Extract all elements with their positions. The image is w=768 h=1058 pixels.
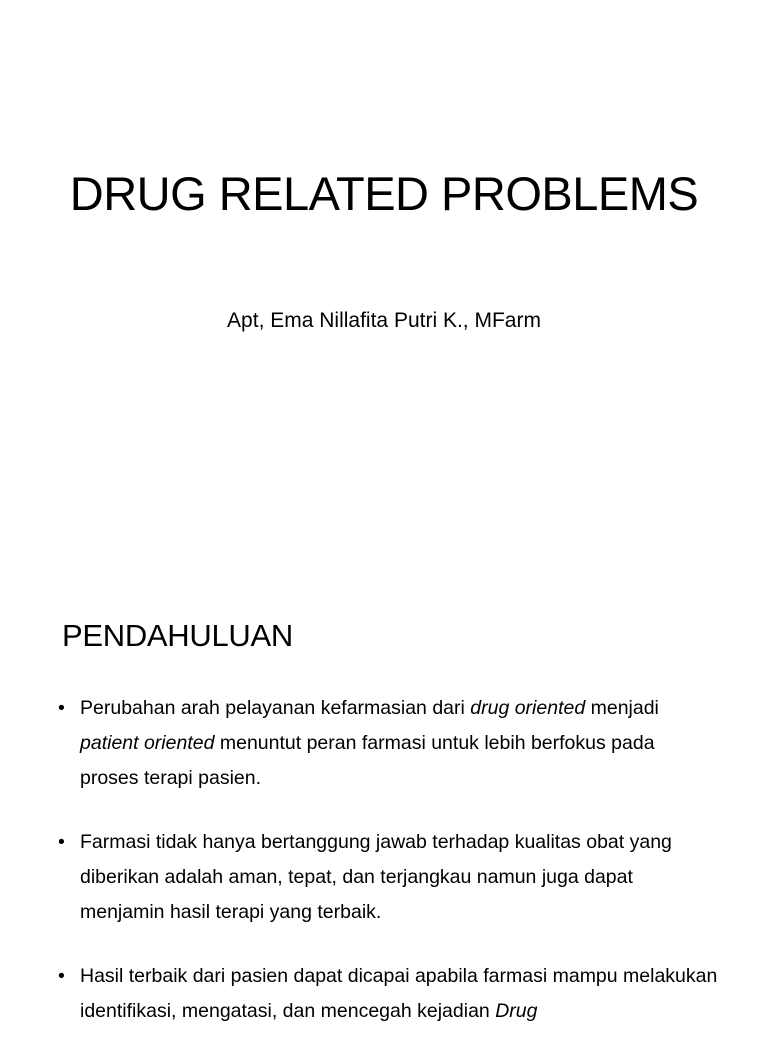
bullet-italic-text: drug oriented	[470, 697, 586, 719]
presentation-title: DRUG RELATED PROBLEMS	[69, 167, 699, 220]
bullet-icon: •	[58, 965, 65, 987]
bullet-italic-text: patient oriented	[80, 732, 215, 754]
bullet-italic-text: Drug	[495, 1000, 538, 1022]
bullet-text: menjadi	[585, 697, 659, 719]
bullet-item-2	[58, 825, 718, 930]
bullet-text: menuntut peran farmasi untuk lebih berfokus pada proses terapi pasien.	[80, 732, 655, 789]
bullet-list	[58, 691, 718, 1058]
bullet-icon: •	[58, 831, 65, 853]
section-heading: PENDAHULUAN	[62, 618, 293, 653]
bullet-text: Perubahan arah pelayanan kefarmasian dari	[80, 697, 471, 719]
bullet-icon: •	[58, 697, 65, 719]
bullet-text: Hasil terbaik dari pasien dapat dicapai apabila farmasi mampu melakukan identifikasi, mengatasi, dan mencegah kejadian	[80, 965, 718, 1022]
content-slide	[0, 576, 768, 1024]
bullet-item-3	[58, 959, 718, 1029]
bullet-item-1	[58, 691, 718, 796]
author-subtitle: Apt, Ema Nillafita Putri K., MFarm	[227, 309, 541, 332]
bullet-text: Farmasi tidak hanya bertanggung jawab terhadap kualitas obat yang diberikan adalah aman, tepat, dan terjangkau namun juga dapat menjamin hasil terapi yang terbaik.	[80, 831, 672, 923]
